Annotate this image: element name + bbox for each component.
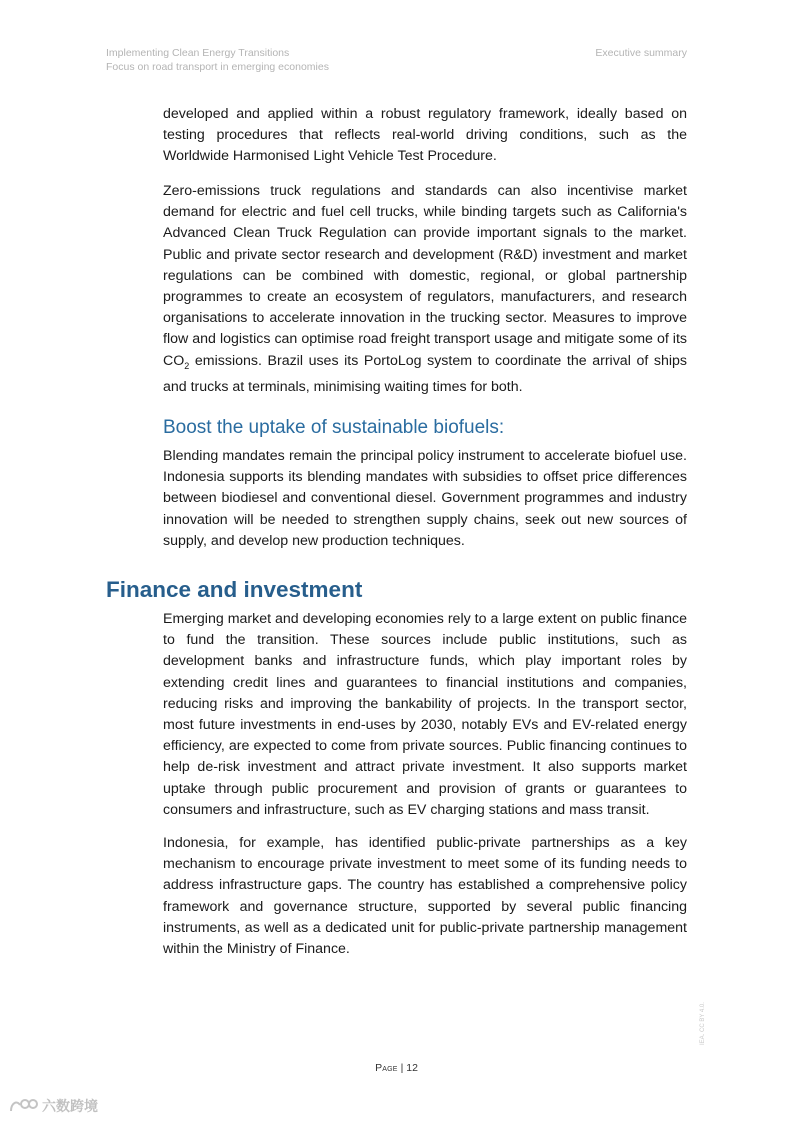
- header-title-line1: Implementing Clean Energy Transitions: [106, 47, 290, 59]
- page-label: Page: [375, 1062, 398, 1074]
- paragraph-indonesia-ppp: Indonesia, for example, has identified public-private partnerships as a key mechanism to encourage private investment to meet some of its funding needs to address infrastructure gaps. The country has established a comprehensive policy framework and governance structure, supported by several public financing instruments, as well as a dedicated unit for public-private partnership management within the Ministry of Finance.: [163, 835, 687, 958]
- page-footer: [0, 1062, 793, 1074]
- watermark-text: 六数跨境: [42, 1098, 98, 1114]
- paragraph-biofuels: Blending mandates remain the principal policy instrument to accelerate biofuel use. Indonesia supports its blending mandates with subsidies to offset price differences between biodiesel and conventional diesel. Government programmes and industry innovation will be needed to strengthen supply chains, seek out new sources of supply, and develop new production techniques.: [163, 448, 687, 549]
- page-separator: |: [397, 1062, 407, 1074]
- paragraph-truck-regulations: [163, 181, 687, 398]
- paragraph-public-finance: Emerging market and developing economies rely to a large extent on public finance to fund the transition. These sources include public institutions, such as development banks and infrastructure funds, which play important roles by extending credit lines and guarantees to financial institutions and companies, reducing risks and improving the bankability of projects. In the transport sector, most future investments in end-uses by 2030, notably EVs and EV-related energy efficiency, are expected to come from private sources. Public financing continues to help de-risk investment and attract private investment. It also supports market uptake through public procurement and provision of grants or guarantees to consumers and infrastructure, such as EV charging stations and mass transit.: [163, 611, 687, 818]
- watermark-logo-icon: [8, 1097, 38, 1115]
- subheading-biofuels: Boost the uptake of sustainable biofuels:: [163, 417, 505, 438]
- paragraph-truck-regulations-part2: emissions. Brazil uses its PortoLog system to coordinate the arrival of ships and trucks at terminals, minimising waiting times for both.: [163, 352, 687, 395]
- license-note: IEA. CC BY 4.0.: [700, 1002, 706, 1045]
- running-header-title: [106, 47, 329, 74]
- running-header-section: Executive summary: [595, 47, 687, 59]
- co2-subscript: 2: [184, 360, 190, 371]
- paragraph-truck-regulations-part1: Zero-emissions truck regulations and standards can also incentivise market demand for electric and fuel cell trucks, while binding targets such as California's Advanced Clean Truck Regulation can provide important signals to the market. Public and private sector research and development (R&D) investment and market regulations can be combined with domestic, regional, or global partnership programmes to create an ecosystem of regulators, manufacturers, and research organisations to accelerate innovation in the trucking sector. Measures to improve flow and logistics can optimise road freight transport usage and mitigate some of its CO: [163, 183, 687, 369]
- header-title-line2: Focus on road transport in emerging economies: [106, 60, 329, 73]
- section-heading-finance: Finance and investment: [106, 577, 363, 602]
- page-number: 12: [406, 1062, 418, 1074]
- paragraph-regulatory-framework: developed and applied within a robust regulatory framework, ideally based on testing procedures that reflects real-world driving conditions, such as the Worldwide Harmonised Light Vehicle Test Procedure.: [163, 106, 687, 165]
- watermark: [8, 1096, 98, 1116]
